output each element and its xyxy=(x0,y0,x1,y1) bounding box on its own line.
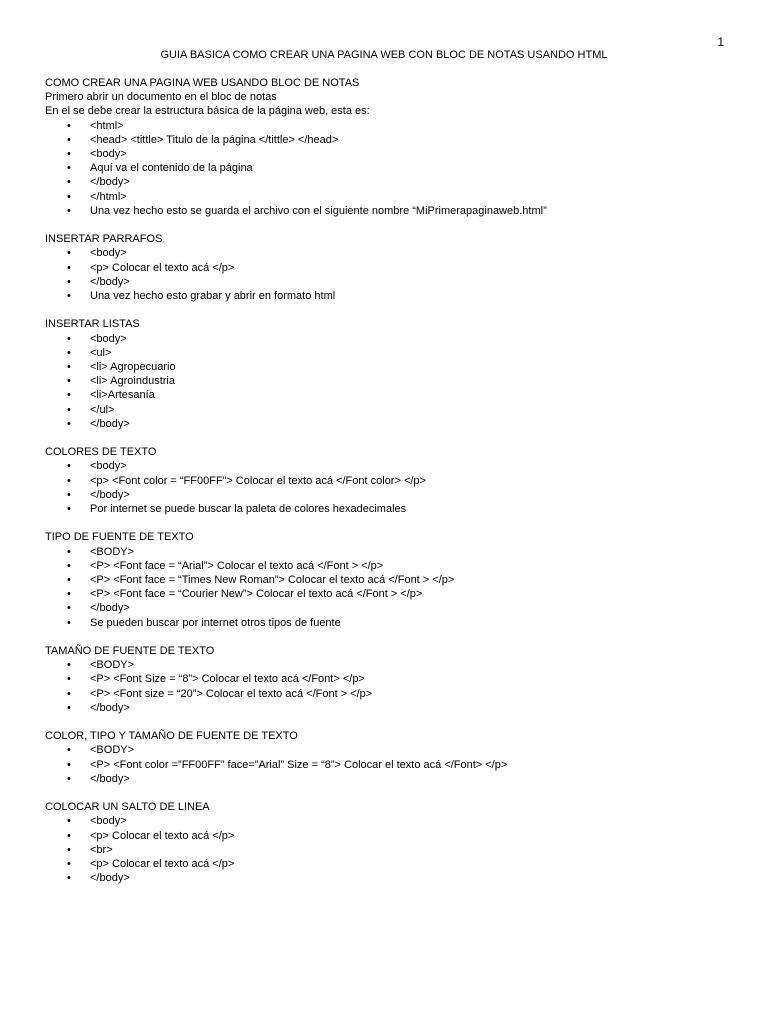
list-item-text: </html> xyxy=(90,190,127,203)
list-item-text: </ul> xyxy=(90,403,115,416)
section-lists xyxy=(45,317,735,431)
list-item-text: </body> xyxy=(90,417,130,430)
bullet-icon: • xyxy=(67,190,71,203)
bullet-icon: • xyxy=(67,843,71,856)
bullet-icon: • xyxy=(67,176,71,189)
bullet-icon: • xyxy=(67,858,71,871)
list-item xyxy=(45,161,735,175)
bullet-icon: • xyxy=(67,815,71,828)
list-item xyxy=(45,417,735,431)
section-heading: INSERTAR PARRAFOS xyxy=(45,233,163,246)
list-item xyxy=(45,587,735,601)
list-item xyxy=(45,332,735,346)
list-item-text: <li> Agropecuario xyxy=(90,361,176,374)
list-item-text: </body> xyxy=(90,176,130,189)
bullet-list xyxy=(45,119,735,218)
bullet-icon: • xyxy=(67,872,71,885)
bullet-icon: • xyxy=(67,701,71,714)
bullet-icon: • xyxy=(67,261,71,274)
list-item-text: <P> <Font color =”FF00FF” face=”Arial” Size = “8”> Colocar el texto acá </Font> </p> xyxy=(90,758,508,771)
bullet-icon: • xyxy=(67,744,71,757)
section-font-face xyxy=(45,530,735,629)
list-item xyxy=(45,488,735,502)
list-item xyxy=(45,829,735,843)
list-item xyxy=(45,658,735,672)
bullet-icon: • xyxy=(67,204,71,217)
list-item xyxy=(45,616,735,630)
list-item xyxy=(45,246,735,260)
list-item xyxy=(45,871,735,885)
list-item xyxy=(45,374,735,388)
list-item xyxy=(45,573,735,587)
list-item-text: <p> <Font color = “FF00FF”> Colocar el texto acá </Font color> </p> xyxy=(90,474,426,487)
bullet-icon: • xyxy=(67,346,71,359)
list-item-text: Una vez hecho esto se guarda el archivo con el siguiente nombre “MiPrimerapaginaweb.html” xyxy=(90,204,547,217)
list-item xyxy=(45,289,735,303)
list-item xyxy=(45,743,735,757)
section-heading: COLOCAR UN SALTO DE LINEA xyxy=(45,801,210,814)
bullet-icon: • xyxy=(67,133,71,146)
list-item-text: <body> xyxy=(90,247,127,260)
document-body xyxy=(45,76,735,885)
list-item xyxy=(45,275,735,289)
page-number: 1 xyxy=(717,35,724,49)
bullet-icon: • xyxy=(67,389,71,402)
list-item-text: </body> xyxy=(90,602,130,615)
bullet-icon: • xyxy=(67,602,71,615)
bullet-icon: • xyxy=(67,588,71,601)
list-item-text: <br> xyxy=(90,843,113,856)
list-item xyxy=(45,403,735,417)
section-create-page xyxy=(45,76,735,218)
bullet-icon: • xyxy=(67,772,71,785)
list-item xyxy=(45,545,735,559)
bullet-icon: • xyxy=(67,290,71,303)
section-text-colors xyxy=(45,445,735,516)
list-item-text: <body> xyxy=(90,148,127,161)
list-item-text: <ul> xyxy=(90,346,112,359)
bullet-icon: • xyxy=(67,361,71,374)
list-item-text: <body> xyxy=(90,332,127,345)
list-item xyxy=(45,601,735,615)
section-color-face-size xyxy=(45,729,735,786)
list-item xyxy=(45,147,735,161)
section-paragraphs xyxy=(45,232,735,303)
bullet-icon: • xyxy=(67,503,71,516)
list-item xyxy=(45,758,735,772)
list-item-text: <P> <Font face = “Times New Roman”> Colocar el texto acá </Font > </p> xyxy=(90,574,455,587)
list-item xyxy=(45,190,735,204)
bullet-icon: • xyxy=(67,545,71,558)
list-item-text: </body> xyxy=(90,275,130,288)
list-item-text: <body> xyxy=(90,460,127,473)
list-item-text: <p> Colocar el texto acá </p> xyxy=(90,261,235,274)
bullet-icon: • xyxy=(67,162,71,175)
bullet-icon: • xyxy=(67,275,71,288)
list-item xyxy=(45,843,735,857)
list-item-text: Aquí va el contenido de la página xyxy=(90,162,253,175)
bullet-icon: • xyxy=(67,673,71,686)
list-item-text: <BODY> xyxy=(90,659,135,672)
list-item xyxy=(45,346,735,360)
bullet-icon: • xyxy=(67,659,71,672)
list-item xyxy=(45,119,735,133)
bullet-list xyxy=(45,814,735,885)
section-heading: INSERTAR LISTAS xyxy=(45,318,140,331)
list-item xyxy=(45,772,735,786)
bullet-list xyxy=(45,246,735,303)
list-item-text: <P> <Font face = “Courier New”> Colocar el texto acá </Font > </p> xyxy=(90,588,423,601)
list-item-text: <BODY> xyxy=(90,744,135,757)
list-item xyxy=(45,814,735,828)
bullet-icon: • xyxy=(67,574,71,587)
bullet-list xyxy=(45,545,735,630)
list-item-text: </body> xyxy=(90,701,130,714)
bullet-icon: • xyxy=(67,474,71,487)
intro-line: En el se debe crear la estructura básica de la página web, esta es: xyxy=(45,105,370,118)
bullet-icon: • xyxy=(67,829,71,842)
list-item-text: <head> <tittle> Titulo de la página </tittle> </head> xyxy=(90,133,339,146)
list-item xyxy=(45,175,735,189)
list-item xyxy=(45,559,735,573)
list-item-text: <P> <Font face = “Arial”> Colocar el texto acá </Font > </p> xyxy=(90,559,384,572)
bullet-icon: • xyxy=(67,403,71,416)
section-line-break xyxy=(45,800,735,885)
section-heading: COLORES DE TEXTO xyxy=(45,446,157,459)
bullet-icon: • xyxy=(67,119,71,132)
section-heading: TIPO DE FUENTE DE TEXTO xyxy=(45,531,194,544)
intro-line: Primero abrir un documento en el bloc de notas xyxy=(45,91,277,104)
list-item xyxy=(45,701,735,715)
section-heading: COLOR, TIPO Y TAMAÑO DE FUENTE DE TEXTO xyxy=(45,730,298,743)
list-item xyxy=(45,360,735,374)
list-item xyxy=(45,388,735,402)
list-item xyxy=(45,857,735,871)
bullet-list xyxy=(45,459,735,516)
bullet-icon: • xyxy=(67,460,71,473)
list-item xyxy=(45,502,735,516)
list-item-text: <body> xyxy=(90,815,127,828)
bullet-icon: • xyxy=(67,758,71,771)
bullet-icon: • xyxy=(67,375,71,388)
list-item xyxy=(45,687,735,701)
bullet-list xyxy=(45,332,735,431)
list-item-text: <P> <Font size = “20”> Colocar el texto acá </Font > </p> xyxy=(90,687,373,700)
list-item xyxy=(45,474,735,488)
bullet-icon: • xyxy=(67,247,71,260)
bullet-icon: • xyxy=(67,332,71,345)
list-item-text: <p> Colocar el texto acá </p> xyxy=(90,858,235,871)
list-item-text: Una vez hecho esto grabar y abrir en formato html xyxy=(90,290,336,303)
bullet-list xyxy=(45,743,735,786)
bullet-icon: • xyxy=(67,559,71,572)
section-heading: TAMAÑO DE FUENTE DE TEXTO xyxy=(45,645,215,658)
bullet-icon: • xyxy=(67,417,71,430)
list-item-text: <li> Agroindustria xyxy=(90,375,175,388)
list-item-text: </body> xyxy=(90,488,130,501)
list-item-text: <p> Colocar el texto acá </p> xyxy=(90,829,235,842)
bullet-icon: • xyxy=(67,687,71,700)
list-item-text: Por internet se puede buscar la paleta de colores hexadecimales xyxy=(90,503,407,516)
section-heading: COMO CREAR UNA PAGINA WEB USANDO BLOC DE NOTAS xyxy=(45,77,360,89)
list-item-text: <html> xyxy=(90,119,124,132)
bullet-icon: • xyxy=(67,148,71,161)
list-item-text: <BODY> xyxy=(90,545,135,558)
list-item-text: </body> xyxy=(90,872,130,885)
list-item-text: <P> <Font Size = “8”> Colocar el texto acá </Font> </p> xyxy=(90,673,365,686)
list-item xyxy=(45,133,735,147)
bullet-list xyxy=(45,658,735,715)
bullet-icon: • xyxy=(67,616,71,629)
list-item xyxy=(45,204,735,218)
list-item-text: <li>Artesanía xyxy=(90,389,155,402)
bullet-icon: • xyxy=(67,488,71,501)
document-title: GUIA BASICA COMO CREAR UNA PAGINA WEB CON BLOC DE NOTAS USANDO HTML xyxy=(160,49,608,61)
list-item xyxy=(45,261,735,275)
section-font-size xyxy=(45,644,735,715)
list-item xyxy=(45,459,735,473)
list-item-text: </body> xyxy=(90,772,130,785)
list-item-text: Se pueden buscar por internet otros tipos de fuente xyxy=(90,616,341,629)
list-item xyxy=(45,672,735,686)
